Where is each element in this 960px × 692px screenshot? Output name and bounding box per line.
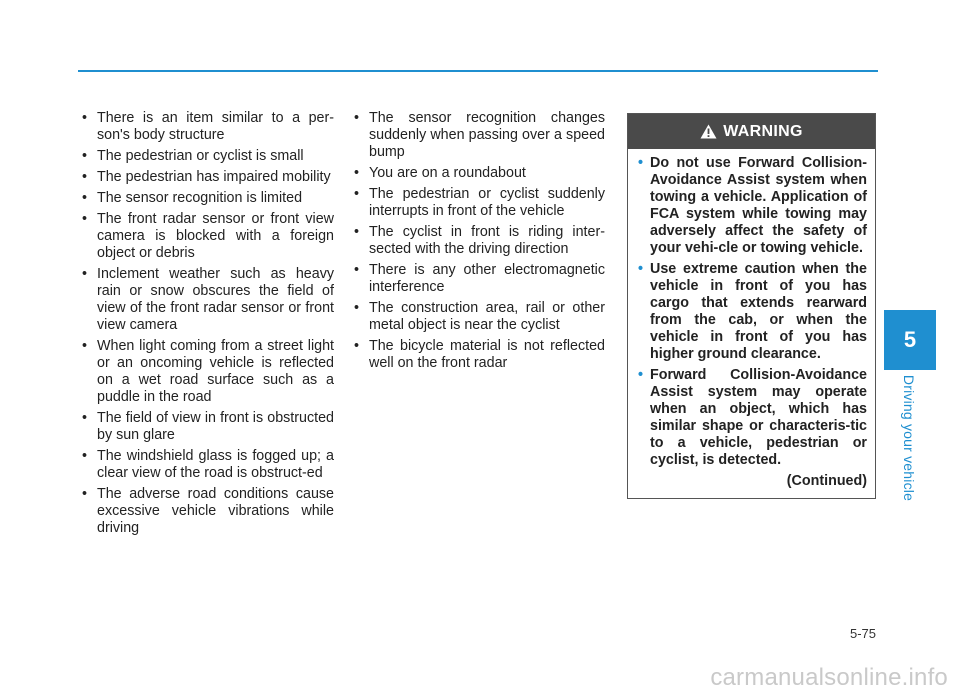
list-item: • The bicycle material is not reflected well on the front radar <box>352 338 605 372</box>
warning-item: • Forward Collision-Avoidance Assist system may operate when an object, which has similar shape or characteris-tic to a vehicle, pedestrian or cyclist, is detected. <box>638 367 867 469</box>
list-item: • There is any other electromagnetic interference <box>352 262 605 296</box>
list-item: • You are on a roundabout <box>352 165 605 182</box>
header-rule <box>78 70 878 72</box>
warning-box <box>627 113 876 499</box>
column-1-list <box>80 110 334 541</box>
list-item: • The pedestrian has impaired mobility <box>80 169 334 186</box>
list-item: • There is an item similar to a per-son's body structure <box>80 110 334 144</box>
list-item: • The field of view in front is obstructed by sun glare <box>80 410 334 444</box>
warning-triangle-icon <box>700 124 717 139</box>
continued-label: (Continued) <box>786 473 867 489</box>
list-item: • The sensor recognition is limited <box>80 190 334 207</box>
warning-body <box>628 149 875 490</box>
warning-item: • Use extreme caution when the vehicle in front of you has cargo that extends rearward from the cab, or when the vehicle in front of you has higher ground clearance. <box>638 261 867 363</box>
warning-item: • Do not use Forward Collision-Avoidance Assist system when towing a vehicle. Application of FCA system while towing may adversely affect the safety of your vehi-cle or towing vehicle. <box>638 155 867 257</box>
warning-header <box>628 114 875 149</box>
list-item: • The construction area, rail or other metal object is near the cyclist <box>352 300 605 334</box>
list-item: • The adverse road conditions cause excessive vehicle vibrations while driving <box>80 486 334 537</box>
list-item: • The windshield glass is fogged up; a clear view of the road is obstruct-ed <box>80 448 334 482</box>
watermark: carmanualsonline.info <box>710 664 948 691</box>
column-2-list <box>352 110 605 376</box>
chapter-title-container <box>878 374 940 502</box>
list-item: • The front radar sensor or front view camera is blocked with a foreign object or debris <box>80 211 334 262</box>
list-item: • The sensor recognition changes suddenly when passing over a speed bump <box>352 110 605 161</box>
list-item: • The pedestrian or cyclist suddenly interrupts in front of the vehicle <box>352 186 605 220</box>
chapter-title: Driving your vehicle <box>901 374 918 502</box>
list-item: • Inclement weather such as heavy rain or snow obscures the field of view of the front radar sensor or front view camera <box>80 266 334 334</box>
chapter-number: 5 <box>903 327 917 352</box>
warning-title: WARNING <box>723 122 803 140</box>
list-item: • The cyclist in front is riding inter-sected with the driving direction <box>352 224 605 258</box>
page-number: 5-75 <box>849 626 876 641</box>
chapter-number-tab <box>884 310 936 370</box>
list-item: • When light coming from a street light or an oncoming vehicle is reflected on a wet road surface such as a puddle in the road <box>80 338 334 406</box>
list-item: • The pedestrian or cyclist is small <box>80 148 334 165</box>
